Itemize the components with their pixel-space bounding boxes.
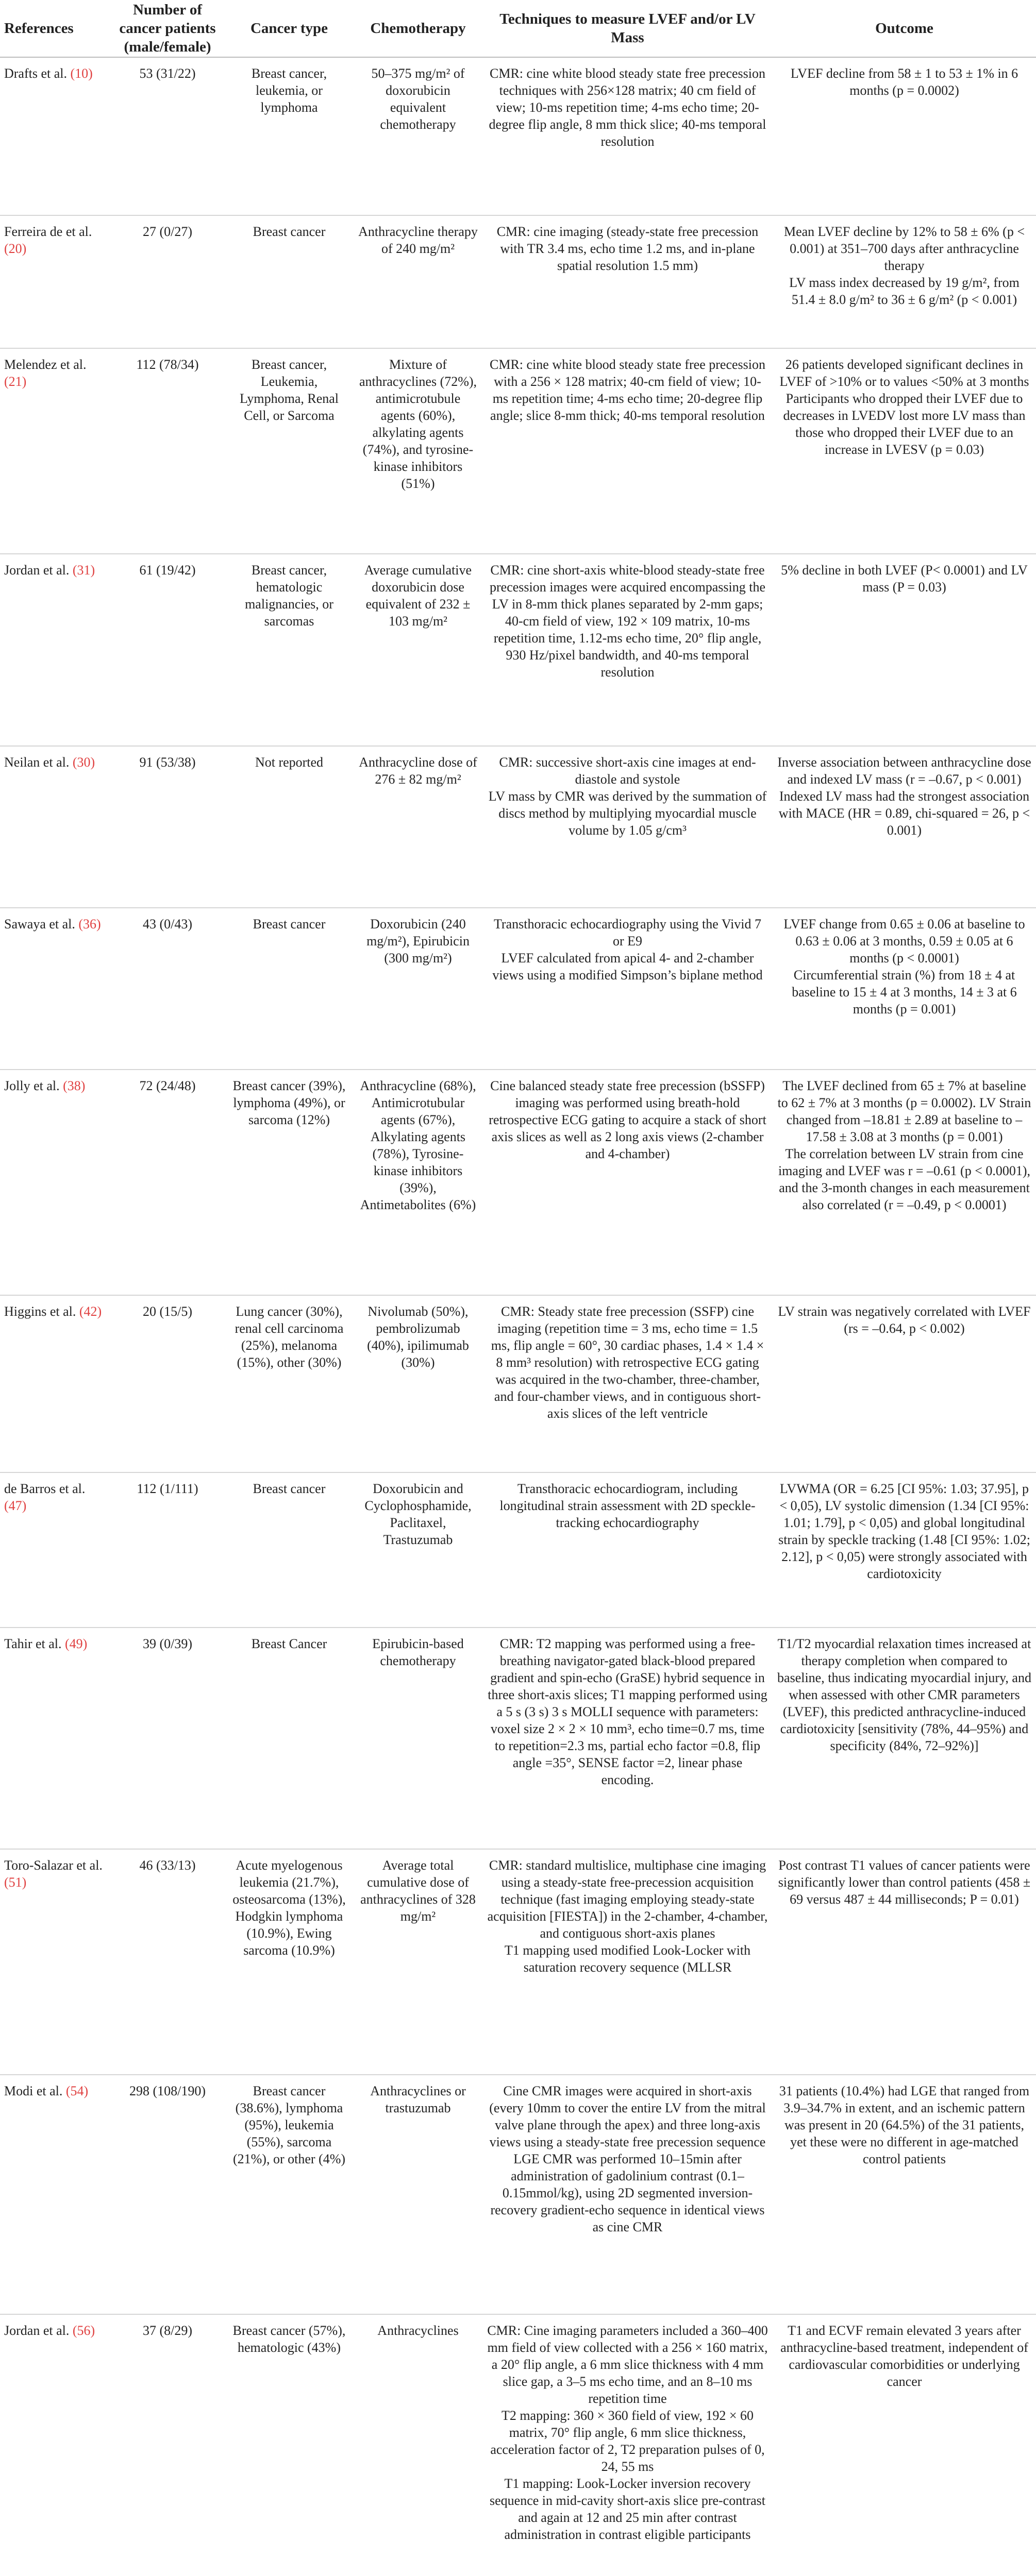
technique-cell: CMR: successive short-axis cine images at end-diastole and systole LV mass by CMR was derived by the summation of discs method by multiplying myocardial muscle volume by 1.05 g/cm³ (482, 746, 773, 908)
table-body (0, 57, 1036, 2576)
cancer-type-cell: Breast cancer, Leukemia, Lymphoma, Renal Cell, or Sarcoma (225, 348, 354, 554)
technique-cell: CMR: cine white blood steady state free precession with a 256 × 128 matrix; 40-cm field of view; 10-ms repetition time; 4-ms echo time; 20-degree flip angle; slice 8-mm thick; 40-ms temporal resolution (482, 348, 773, 554)
reference-link[interactable]: (47) (4, 1498, 27, 1513)
cancer-type-cell: Breast cancer, hematologic malignancies, or sarcomas (225, 554, 354, 746)
cancer-type-cell: Breast Cancer (225, 1628, 354, 1849)
table-row (0, 1849, 1036, 2075)
reference-link[interactable]: (54) (65, 2083, 89, 2099)
table-row (0, 348, 1036, 554)
reference-author: Toro-Salazar et al. (4, 1858, 103, 1873)
table-row (0, 908, 1036, 1070)
outcome-cell: LVWMA (OR = 6.25 [CI 95%: 1.03; 37.95], p < 0,05), LV systolic dimension (1.34 [CI 95%: 1.01; 1.79], p < 0,05) and global longitudinal strain by speckle tracking (1.48 [CI 95%: 1.02; 2.12], p < 0,05) were strongly associated with cardiotoxicity (773, 1472, 1036, 1628)
table-row (0, 746, 1036, 908)
table-row (0, 2314, 1036, 2576)
reference-link[interactable]: (36) (78, 916, 101, 931)
outcome-cell: The LVEF declined from 65 ± 7% at baseline to 62 ± 7% at 3 months (p = 0.0002). LV Strain changed from –18.81 ± 2.89 at baseline to –17.58 ± 3.08 at 3 months (p = 0.001) The correlation between LV strain from cine imaging and LVEF was r = –0.61 (p < 0.0001), and the 3-month changes in each measurement also correlated (r = –0.49, p < 0.0001) (773, 1070, 1036, 1295)
patients-cell: 61 (19/42) (110, 554, 225, 746)
reference-link[interactable]: (42) (79, 1303, 102, 1319)
patients-cell: 37 (8/29) (110, 2314, 225, 2576)
cancer-type-cell: Breast cancer (39%), lymphoma (49%), or sarcoma (12%) (225, 1070, 354, 1295)
header-chemotherapy: Chemotherapy (354, 0, 482, 57)
technique-cell: Cine balanced steady state free precession (bSSFP) imaging was performed using breath-hold retrospective ECG gating to acquire a stack of short axis slices as well as 2 long axis views (2-chamber and 4-chamber) (482, 1070, 773, 1295)
reference-author: Jolly et al. (4, 1078, 63, 1093)
cancer-type-cell: Breast cancer (57%), hematologic (43%) (225, 2314, 354, 2576)
patients-cell: 27 (0/27) (110, 215, 225, 348)
technique-cell: Transthoracic echocardiogram, including longitudinal strain assessment with 2D speckle-tracking echocardiography (482, 1472, 773, 1628)
reference-cell (0, 746, 110, 908)
technique-cell: Transthoracic echocardiography using the Vivid 7 or E9 LVEF calculated from apical 4- and 2-chamber views using a modified Simpson’s biplane method (482, 908, 773, 1070)
chemotherapy-cell: Anthracycline therapy of 240 mg/m² (354, 215, 482, 348)
header-techniques: Techniques to measure LVEF and/or LV Mass (482, 0, 773, 57)
patients-cell: 20 (15/5) (110, 1295, 225, 1472)
reference-link[interactable]: (38) (63, 1078, 86, 1093)
outcome-cell: Post contrast T1 values of cancer patients were significantly lower than control patients (458 ± 69 versus 487 ± 44 milliseconds; P = 0.01) (773, 1849, 1036, 2075)
chemotherapy-cell: Average total cumulative dose of anthracyclines of 328 mg/m² (354, 1849, 482, 2075)
patients-cell: 53 (31/22) (110, 57, 225, 215)
chemotherapy-cell: Anthracycline dose of 276 ± 82 mg/m² (354, 746, 482, 908)
patients-cell: 298 (108/190) (110, 2075, 225, 2314)
table-row (0, 2075, 1036, 2314)
table-row (0, 1070, 1036, 1295)
reference-cell (0, 2075, 110, 2314)
cancer-type-cell: Breast cancer (225, 215, 354, 348)
cancer-type-cell: Lung cancer (30%), renal cell carcinoma (25%), melanoma (15%), other (30%) (225, 1295, 354, 1472)
patients-cell: 43 (0/43) (110, 908, 225, 1070)
reference-link[interactable]: (30) (72, 754, 95, 770)
patients-cell: 46 (33/13) (110, 1849, 225, 2075)
outcome-cell: Mean LVEF decline by 12% to 58 ± 6% (p < 0.001) at 351–700 days after anthracycline therapy LV mass index decreased by 19 g/m², from 51.4 ± 8.0 g/m² to 36 ± 6 g/m² (p < 0.001) (773, 215, 1036, 348)
chemotherapy-cell: Mixture of anthracyclines (72%), antimicrotubule agents (60%), alkylating agents (74%), and tyrosine-kinase inhibitors (51%) (354, 348, 482, 554)
patients-cell: 72 (24/48) (110, 1070, 225, 1295)
reference-cell (0, 1070, 110, 1295)
table-row (0, 215, 1036, 348)
chemotherapy-cell: Doxorubicin (240 mg/m²), Epirubicin (300 mg/m²) (354, 908, 482, 1070)
chemotherapy-cell: Average cumulative doxorubicin dose equivalent of 232 ± 103 mg/m² (354, 554, 482, 746)
cancer-type-cell: Breast cancer, leukemia, or lymphoma (225, 57, 354, 215)
reference-cell (0, 215, 110, 348)
technique-cell: CMR: Cine imaging parameters included a 360–400 mm field of view collected with a 256 × 160 matrix, a 20° flip angle, a 6 mm slice thickness with 4 mm slice gap, a 3–5 ms echo time, and an 8–10 ms repetition time T2 mapping: 360 × 360 field of view, 192 × 60 matrix, 70° flip angle, 6 mm slice thickness, acceleration factor of 2, T2 preparation pulses of 0, 24, 55 ms T1 mapping: Look-Locker inversion recovery sequence in mid-cavity short-axis slice pre-contrast and again at 12 and 25 min after contrast administration in contrast eligible participants (482, 2314, 773, 2576)
table-row (0, 1295, 1036, 1472)
patients-cell: 91 (53/38) (110, 746, 225, 908)
reference-cell (0, 908, 110, 1070)
reference-cell (0, 57, 110, 215)
reference-cell (0, 1295, 110, 1472)
cancer-type-cell: Acute myelogenous leukemia (21.7%), osteosarcoma (13%), Hodgkin lymphoma (10.9%), Ewing sarcoma (10.9%) (225, 1849, 354, 2075)
outcome-cell: T1/T2 myocardial relaxation times increased at therapy completion when compared to baseline, thus indicating myocardial injury, and when assessed with other CMR parameters (LVEF), this predicted anthracycline-induced cardiotoxicity [sensitivity (78%, 44–95%) and specificity (84%, 72–92%)] (773, 1628, 1036, 1849)
technique-cell: CMR: Steady state free precession (SSFP) cine imaging (repetition time = 3 ms, echo time = 1.5 ms, flip angle = 60°, 30 cardiac phases, 1.4 × 1.4 × 8 mm³ resolution) with retrospective ECG gating was acquired in the two-chamber, three-chamber, and four-chamber views, and in contiguous short-axis slices of the left ventricle (482, 1295, 773, 1472)
outcome-cell: 31 patients (10.4%) had LGE that ranged from 3.9–34.7% in extent, and an ischemic pattern was present in 20 (64.5%) of the 31 patients, yet these were no different in age-matched control patients (773, 2075, 1036, 2314)
reference-author: Tahir et al. (4, 1636, 65, 1651)
outcome-cell: 5% decline in both LVEF (P< 0.0001) and LV mass (P = 0.03) (773, 554, 1036, 746)
outcome-cell: 26 patients developed significant declines in LVEF of >10% or to values <50% at 3 months Participants who dropped their LVEF due to decreases in LVEDV lost more LV mass than those who dropped their LVEF due to an increase in LVESV (p = 0.03) (773, 348, 1036, 554)
table-row (0, 1628, 1036, 1849)
table-row (0, 57, 1036, 215)
reference-author: Drafts et al. (4, 66, 71, 81)
chemotherapy-cell: Epirubicin-based chemotherapy (354, 1628, 482, 1849)
chemotherapy-cell: 50–375 mg/m² of doxorubicin equivalent chemotherapy (354, 57, 482, 215)
chemotherapy-cell: Anthracyclines (354, 2314, 482, 2576)
reference-author: Modi et al. (4, 2083, 66, 2099)
reference-link[interactable]: (56) (72, 2323, 95, 2338)
patients-cell: 112 (78/34) (110, 348, 225, 554)
chemotherapy-cell: Anthracyclines or trastuzumab (354, 2075, 482, 2314)
reference-author: Melendez et al. (4, 357, 87, 372)
chemotherapy-cell: Doxorubicin and Cyclophosphamide, Paclitaxel, Trastuzumab (354, 1472, 482, 1628)
patients-cell: 39 (0/39) (110, 1628, 225, 1849)
outcome-cell: LVEF change from 0.65 ± 0.06 at baseline to 0.63 ± 0.06 at 3 months, 0.59 ± 0.05 at 6 months (p < 0.0001) Circumferential strain (%) from 18 ± 4 at baseline to 15 ± 4 at 3 months, 14 ± 3 at 6 months (p = 0.001) (773, 908, 1036, 1070)
reference-author: Higgins et al. (4, 1303, 79, 1319)
reference-author: de Barros et al. (4, 1481, 86, 1496)
technique-cell: CMR: standard multislice, multiphase cine imaging using a steady-state free-precession acquisition technique (fast imaging employing steady-state acquisition [FIESTA]) in the 2-chamber, 4-chamber, and contiguous short-axis planes T1 mapping used modified Look-Locker with saturation recovery sequence (MLLSR (482, 1849, 773, 2075)
chemotherapy-cell: Nivolumab (50%), pembrolizumab (40%), ipilimumab (30%) (354, 1295, 482, 1472)
header-cancer-type: Cancer type (225, 0, 354, 57)
chemotherapy-cell: Anthracycline (68%), Antimicrotubular agents (67%), Alkylating agents (78%), Tyrosine-kinase inhibitors (39%), Antimetabolites (6%) (354, 1070, 482, 1295)
technique-cell: CMR: cine imaging (steady-state free precession with TR 3.4 ms, echo time 1.2 ms, and in-plane spatial resolution 1.5 mm) (482, 215, 773, 348)
reference-link[interactable]: (49) (65, 1636, 88, 1651)
technique-cell: CMR: cine white blood steady state free precession techniques with 256×128 matrix; 40 cm field of view; 10-ms repetition time; 4-ms echo time; 20-degree flip angle, 8 mm thick slice; 40-ms temporal resolution (482, 57, 773, 215)
outcome-cell: Inverse association between anthracycline dose and indexed LV mass (r = –0.67, p < 0.001) Indexed LV mass had the strongest association with MACE (HR = 0.89, chi-squared = 26, p < 0.001) (773, 746, 1036, 908)
technique-cell: Cine CMR images were acquired in short-axis (every 10mm to cover the entire LV from the mitral valve plane through the apex) and three long-axis views using a steady-state free precession sequence LGE CMR was performed 10–15min after administration of gadolinium contrast (0.1–0.15mmol/kg), using 2D segmented inversion-recovery gradient-echo sequence in identical views as cine CMR (482, 2075, 773, 2314)
reference-author: Sawaya et al. (4, 916, 79, 931)
reference-cell (0, 348, 110, 554)
reference-link[interactable]: (51) (4, 1875, 27, 1890)
reference-link[interactable]: (20) (4, 241, 27, 257)
header-outcome: Outcome (773, 0, 1036, 57)
patients-cell: 112 (1/111) (110, 1472, 225, 1628)
reference-cell (0, 1628, 110, 1849)
reference-cell (0, 1472, 110, 1628)
reference-link[interactable]: (21) (4, 374, 27, 389)
cancer-type-cell: Breast cancer (225, 908, 354, 1070)
technique-cell: CMR: cine short-axis white-blood steady-state free precession images were acquired encompassing the LV in 8-mm thick planes separated by 2-mm gaps; 40-cm field of view, 192 × 109 matrix, 10-ms repetition time, 1.12-ms echo time, 20° flip angle, 930 Hz/pixel bandwidth, and 40-ms temporal resolution (482, 554, 773, 746)
reference-link[interactable]: (10) (70, 66, 93, 81)
cancer-type-cell: Breast cancer (38.6%), lymphoma (95%), leukemia (55%), sarcoma (21%), or other (4%) (225, 2075, 354, 2314)
reference-author: Ferreira de et al. (4, 224, 92, 240)
reference-author: Jordan et al. (4, 2323, 73, 2338)
outcome-cell: LVEF decline from 58 ± 1 to 53 ± 1% in 6 months (p = 0.0002) (773, 57, 1036, 215)
reference-author: Neilan et al. (4, 754, 73, 770)
header-patients: Number of cancer patients (male/female) (110, 0, 225, 57)
table-header-row (0, 0, 1036, 57)
reference-cell (0, 2314, 110, 2576)
table-row (0, 554, 1036, 746)
reference-link[interactable]: (31) (72, 563, 95, 578)
header-references: References (0, 0, 110, 57)
outcome-cell: LV strain was negatively correlated with LVEF (rs = –0.64, p < 0.002) (773, 1295, 1036, 1472)
cancer-type-cell: Not reported (225, 746, 354, 908)
cancer-type-cell: Breast cancer (225, 1472, 354, 1628)
technique-cell: CMR: T2 mapping was performed using a free-breathing navigator-gated black-blood prepared gradient and spin-echo (GraSE) hybrid sequence in three short-axis slices; T1 mapping performed using a 5 s (3 s) 3 s MOLLI sequence with parameters: voxel size 2 × 2 × 10 mm³, echo time=0.7 ms, time to repetition=2.3 ms, partial echo factor =0.8, flip angle =35°, SENSE factor =2, linear phase encoding. (482, 1628, 773, 1849)
outcome-cell: T1 and ECVF remain elevated 3 years after anthracycline-based treatment, independent of cardiovascular comorbidities or underlying cancer (773, 2314, 1036, 2576)
reference-cell (0, 1849, 110, 2075)
reference-cell (0, 554, 110, 746)
reference-author: Jordan et al. (4, 563, 73, 578)
table-row (0, 1472, 1036, 1628)
